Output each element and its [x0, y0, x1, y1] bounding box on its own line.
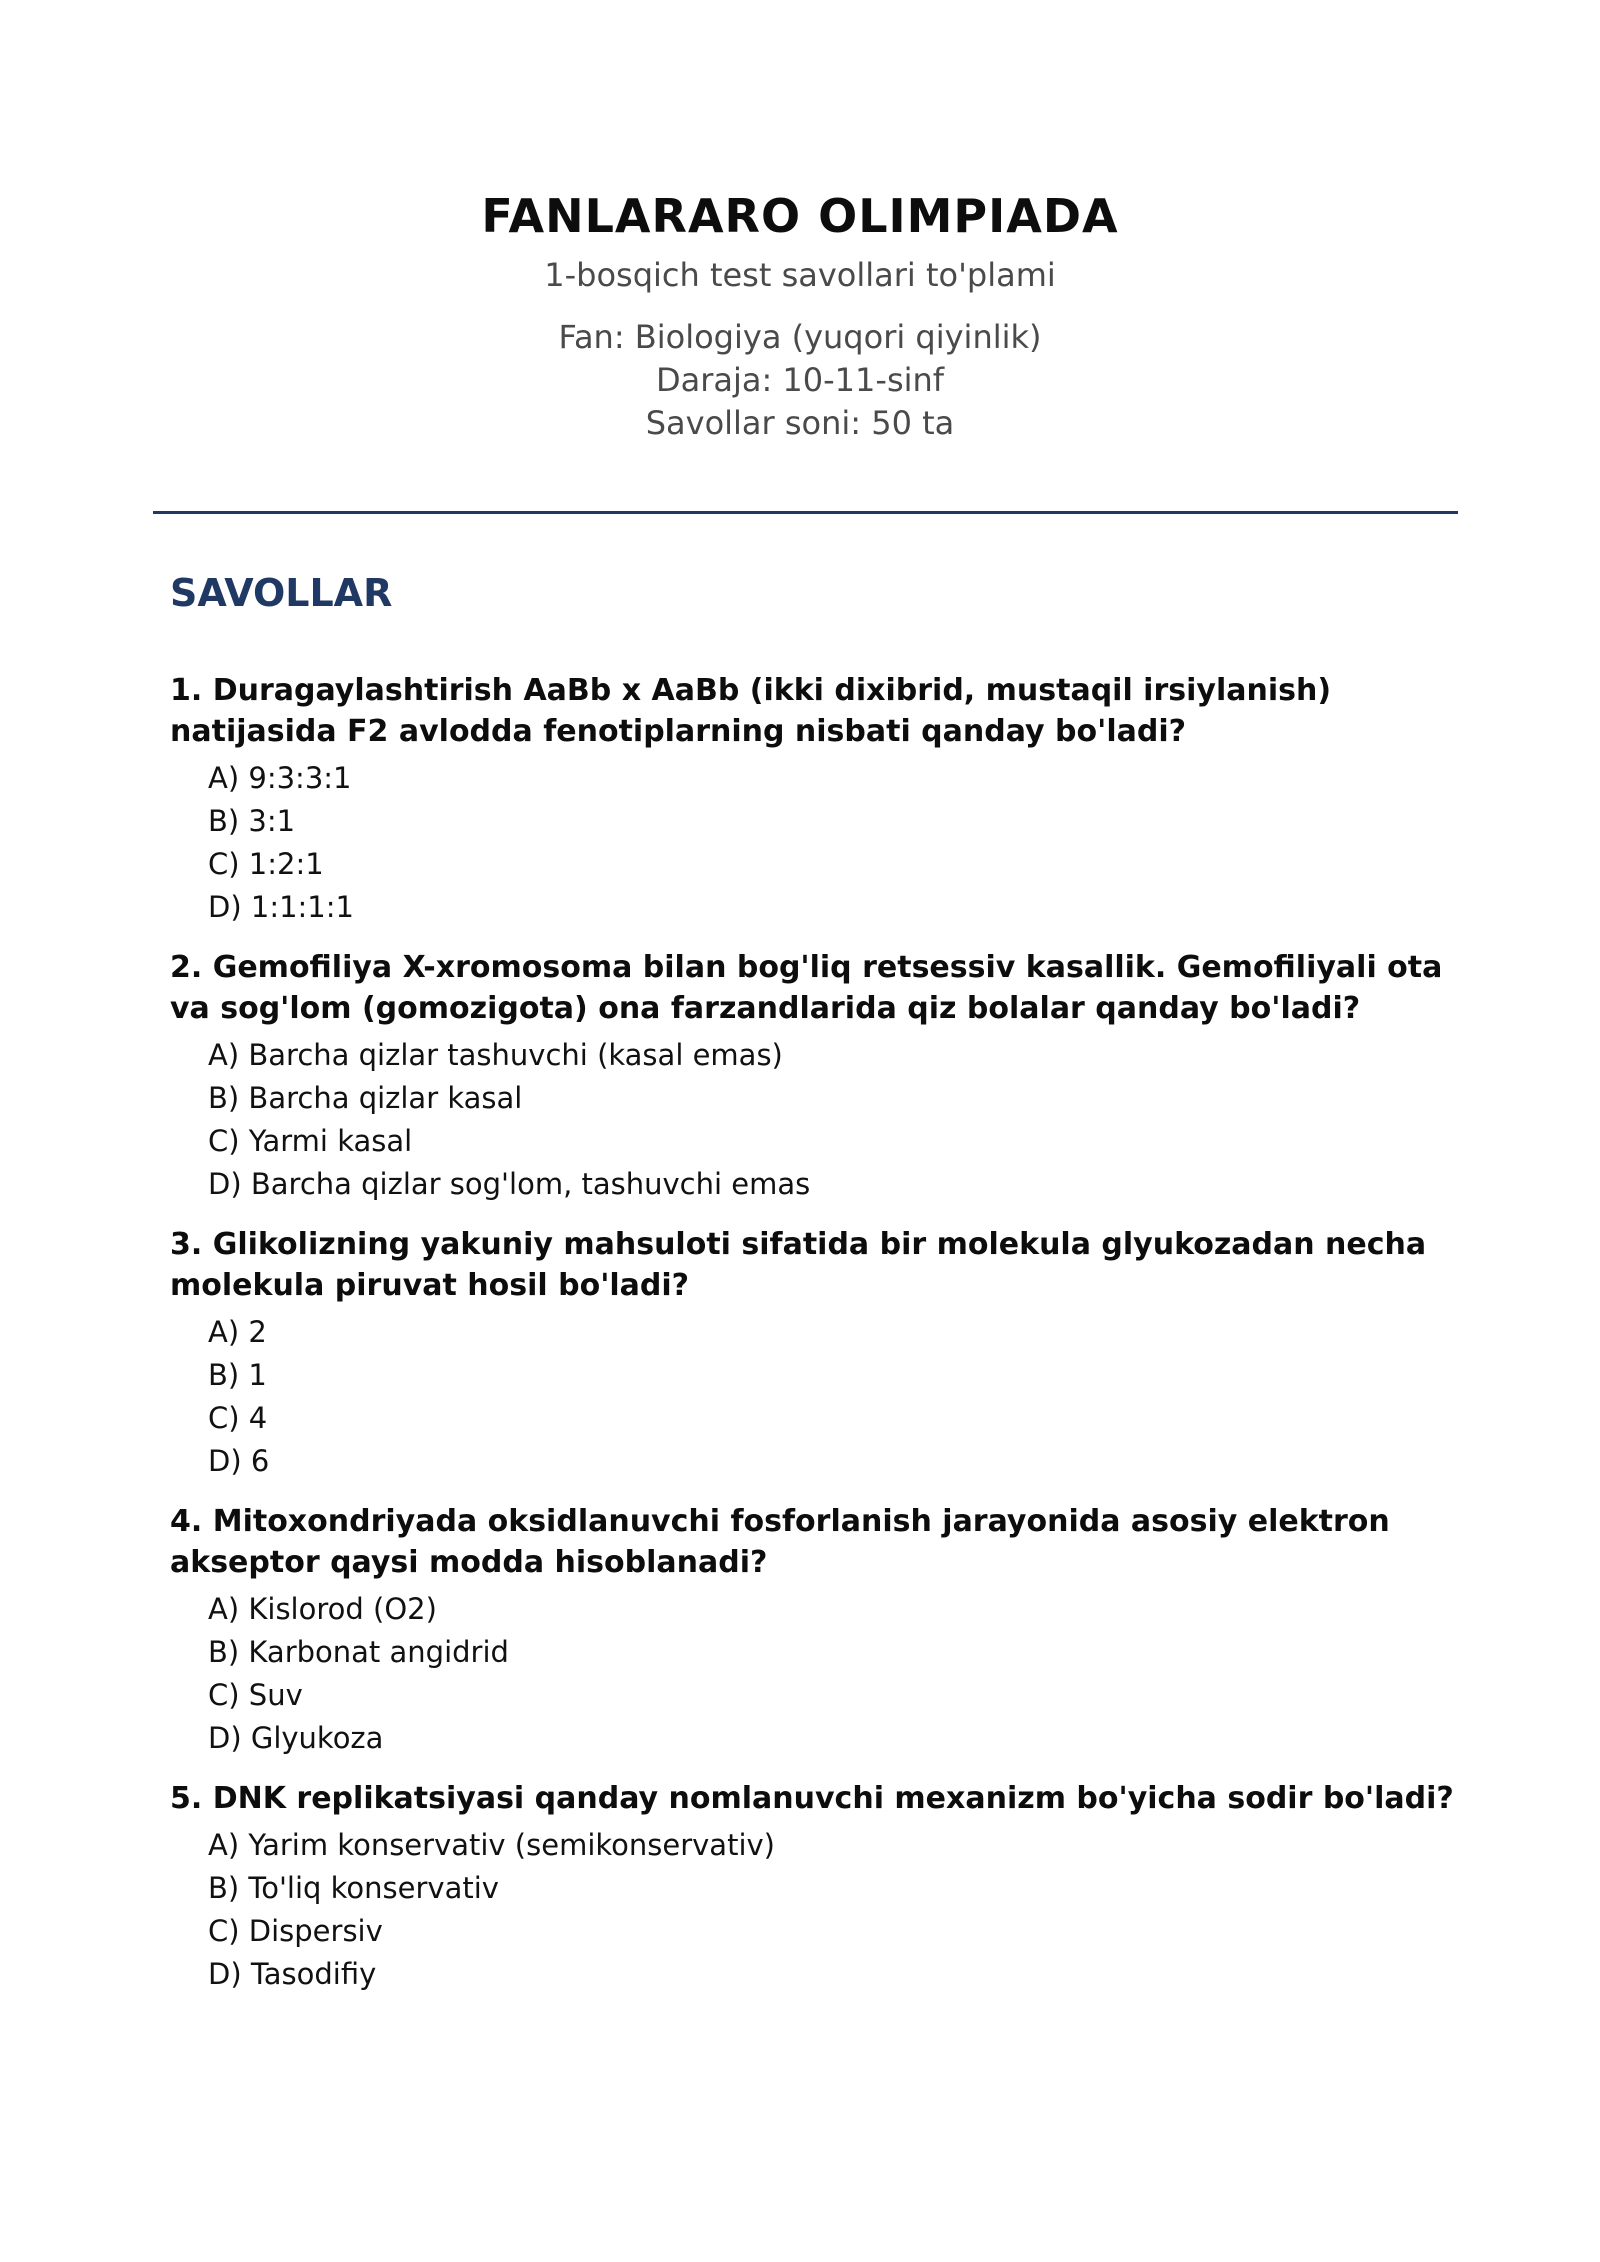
answer-option: A) Barcha qizlar tashuvchi (kasal emas) [208, 1038, 783, 1072]
document-title: FANLARARO OLIMPIADA [481, 189, 1119, 243]
meta-subject: Fan: Biologiya (yuqori qiyinlik) [558, 318, 1042, 356]
answer-option: B) Barcha qizlar kasal [208, 1081, 523, 1115]
meta-grade-level: Daraja: 10-11-sinf [655, 361, 945, 399]
answer-option: C) Suv [208, 1678, 303, 1712]
question-text: 1. Duragaylashtirish AaBb x AaBb (ikki dixibrid, mustaqil irsiylanish) natijasida F2 avlodda fenotiplarning nisbati qanday bo'ladi? [170, 673, 1332, 749]
header-divider [153, 511, 1458, 514]
document-subtitle: 1-bosqich test savollari to'plami [544, 256, 1056, 294]
answer-option: C) Yarmi kasal [208, 1124, 413, 1158]
question-list [170, 670, 1470, 2014]
question-text: 3. Glikolizning yakuniy mahsuloti sifatida bir molekula glyukozadan necha molekula piruvat hosil bo'ladi? [170, 1227, 1427, 1303]
question-item [170, 1224, 1470, 1483]
question-text: 2. Gemofiliya X-xromosoma bilan bog'liq retsessiv kasallik. Gemofiliyali ota va sog'lom (gomozigota) ona farzandlarida qiz bolalar qanday bo'ladi? [170, 950, 1443, 1026]
answer-option: B) To'liq konservativ [208, 1871, 499, 1905]
answer-option: A) Yarim konservativ (semikonservativ) [208, 1828, 775, 1862]
answer-option: C) 1:2:1 [208, 847, 324, 881]
answer-options [170, 757, 1470, 929]
question-text: 5. DNK replikatsiyasi qanday nomlanuvchi mexanizm bo'yicha sodir bo'ladi? [170, 1781, 1454, 1816]
answer-option: C) 4 [208, 1401, 268, 1435]
section-heading: SAVOLLAR [170, 571, 393, 615]
answer-option: A) 2 [208, 1315, 267, 1349]
question-text: 4. Mitoxondriyada oksidlanuvchi fosforlanish jarayonida asosiy elektron akseptor qaysi modda hisoblanadi? [170, 1504, 1390, 1580]
answer-option: D) 6 [208, 1444, 270, 1478]
document-meta [0, 316, 1600, 445]
answer-option: D) 1:1:1:1 [208, 890, 354, 924]
question-item [170, 947, 1470, 1206]
answer-option: D) Barcha qizlar sog'lom, tashuvchi emas [208, 1167, 811, 1201]
answer-option: C) Dispersiv [208, 1914, 383, 1948]
document-header [0, 186, 1600, 445]
answer-option: B) Karbonat angidrid [208, 1635, 509, 1669]
answer-option: A) Kislorod (O2) [208, 1592, 437, 1626]
answer-option: B) 1 [208, 1358, 267, 1392]
answer-options [170, 1824, 1470, 1996]
answer-option: D) Glyukoza [208, 1721, 384, 1755]
question-item [170, 670, 1470, 929]
answer-option: A) 9:3:3:1 [208, 761, 352, 795]
meta-question-count: Savollar soni: 50 ta [645, 404, 955, 442]
answer-options [170, 1588, 1470, 1760]
question-item [170, 1501, 1470, 1760]
answer-options [170, 1034, 1470, 1206]
question-item [170, 1778, 1470, 1996]
answer-option: D) Tasodifiy [208, 1957, 377, 1991]
answer-option: B) 3:1 [208, 804, 296, 838]
answer-options [170, 1311, 1470, 1483]
